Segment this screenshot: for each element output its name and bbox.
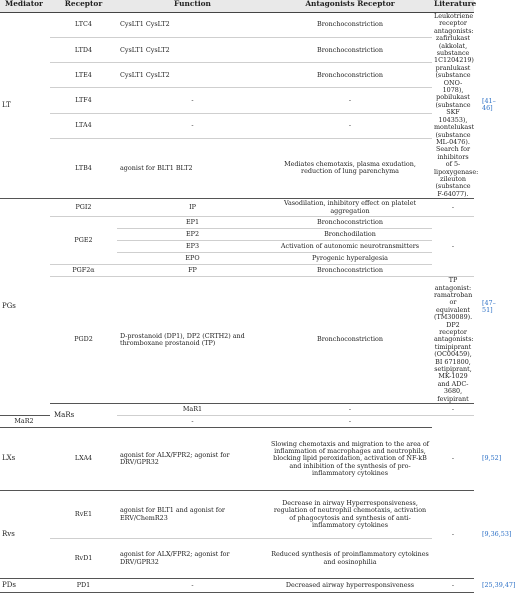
function-cell: Decreased airway hyperresponsiveness — [268, 579, 432, 593]
code-cell: MaR2 — [0, 416, 50, 428]
function-cell: Bronchoconstriction — [268, 63, 432, 88]
function-cell: Slowing chemotaxis and migration to the area of inflammation of macrophages and neutrophils, blocking lipid peroxidation, activation of NF-kB and inhibition of the synthesis of pro-inflammatory cytokines — [268, 428, 432, 491]
table-row — [0, 491, 474, 539]
table-row — [0, 277, 474, 404]
receptor-cell: - — [117, 113, 268, 138]
function-cell: Bronchodilation — [268, 229, 432, 241]
antagonist-cell: - — [432, 217, 474, 277]
table-row — [0, 404, 474, 416]
receptor-cell: EP1 — [117, 217, 268, 229]
antagonist-cell: - — [432, 491, 474, 579]
citation-link[interactable]: [9,52] — [482, 454, 502, 463]
receptor-cell: CysLT1 CysLT2 — [117, 38, 268, 63]
receptor-cell: CysLT1 CysLT2 — [117, 13, 268, 38]
table-row — [0, 138, 474, 198]
table-header — [0, 0, 477, 13]
mediator-pds: PDs — [0, 579, 50, 593]
code-cell: PGD2 — [50, 277, 117, 404]
header-mediator: Mediator — [0, 0, 50, 13]
antagonist-cell: - — [432, 428, 474, 491]
receptor-cell: - — [117, 88, 268, 113]
table-row — [0, 265, 474, 277]
function-cell: Activation of autonomic neurotransmitters — [268, 241, 432, 253]
code-cell: PGI2 — [50, 199, 117, 217]
receptor-cell: FP — [117, 265, 268, 277]
header-function: Function — [117, 0, 268, 13]
antagonist-cell: Leukotriene receptor antagonists: zafirlukast (akkolat, substance 1C1204219) pranlukast (substance ONO-1078), pobilukast (substance SKF 104353), montelukast (substance ML-0476). Search for inhibitors of 5-lipoxygenase: zileuton (substance F-64077). — [434, 12, 479, 198]
function-cell: - — [432, 404, 474, 416]
code-cell: RvD1 — [50, 539, 117, 579]
antagonist-cell: TP antagonist: ramatroban or equivalent (TM30089). DP2 receptor antagonists: timipiprant (OC00459), BI 671800, setipiprant, MK-1029 and ADC-3680, fevipirant — [434, 276, 474, 403]
table-row — [0, 113, 474, 138]
function-cell: Pyrogenic hyperalgesia — [268, 253, 432, 265]
receptor-cell: EPO — [117, 253, 268, 265]
function-cell: Mediates chemotaxis, plasma exudation, reduction of lung parenchyma — [268, 138, 432, 198]
table-row — [0, 217, 474, 229]
mediator-lt: LT — [0, 13, 50, 199]
antagonist-cell: - — [432, 579, 474, 593]
receptor-cell: agonist for BLT1 and agonist for ERV/ChemR23 — [117, 491, 268, 539]
table-row — [0, 539, 474, 579]
code-cell: LTE4 — [50, 63, 117, 88]
receptor-cell: agonist for ALX/FPR2; agonist for DRV/GPR32 — [117, 539, 268, 579]
citation-link[interactable]: [9,36,53] — [482, 529, 512, 538]
receptor-cell: EP3 — [117, 241, 268, 253]
function-cell: Reduced synthesis of proinflammatory cytokines and eosinophilia — [268, 539, 432, 579]
code-cell: PGF2α — [50, 265, 117, 277]
code-cell: LTF4 — [50, 88, 117, 113]
header-literature: Literature — [432, 0, 474, 13]
header-receptor: Receptor — [50, 0, 117, 13]
table-row — [0, 63, 474, 88]
mediator-pgs: PGs — [0, 199, 50, 416]
function-cell: - — [268, 88, 432, 113]
function-cell: Decrease in airway Hyperresponsiveness, regulation of neutrophil chemotaxis, activation of phagocytosis and synthesis of anti-inflammatory cytokines — [268, 491, 432, 539]
citation-link[interactable]: [25,39,47] — [482, 580, 515, 589]
table-row — [0, 579, 474, 593]
header-antagonists: Antagonists Receptor — [268, 0, 432, 13]
mediator-rvs: Rvs — [0, 491, 50, 579]
code-cell: LTC4 — [50, 13, 117, 38]
code-cell: RvE1 — [50, 491, 117, 539]
mediator-mars: MaRs — [50, 404, 117, 428]
receptor-cell: EP2 — [117, 229, 268, 241]
function-cell: Bronchoconstriction — [268, 277, 432, 404]
code-cell: LTD4 — [50, 38, 117, 63]
receptor-cell: - — [268, 404, 432, 416]
function-cell: - — [268, 113, 432, 138]
table-row — [0, 88, 474, 113]
code-cell: LXA4 — [50, 428, 117, 491]
receptor-cell: CysLT1 CysLT2 — [117, 63, 268, 88]
code-cell: MaR1 — [117, 404, 268, 416]
antagonist-cell: - — [432, 199, 474, 217]
code-cell: PGE2 — [50, 217, 117, 265]
receptor-cell: agonist for ALX/FPR2; agonist for DRV/GPR32 — [117, 428, 268, 491]
mediator-lxs: LXs — [0, 428, 50, 491]
function-cell: - — [268, 416, 432, 428]
receptor-cell: - — [117, 416, 268, 428]
table-row — [0, 38, 474, 63]
receptor-cell: D-prostanoid (DP1), DP2 (CRTH2) and thromboxane prostanoid (TP) — [117, 277, 268, 404]
citation-link[interactable]: [41–46] — [482, 96, 496, 113]
table-row — [0, 13, 474, 38]
code-cell: LTA4 — [50, 113, 117, 138]
function-cell: Bronchoconstriction — [268, 13, 432, 38]
code-cell: PD1 — [50, 579, 117, 593]
function-cell: Bronchoconstriction — [268, 265, 432, 277]
function-cell: Bronchoconstriction — [268, 217, 432, 229]
function-cell: Vasodilation, inhibitory effect on platelet aggregation — [268, 199, 432, 217]
table-row — [0, 199, 474, 217]
receptor-cell: IP — [117, 199, 268, 217]
receptor-cell: agonist for BLT1 BLT2 — [117, 138, 268, 198]
table-row — [0, 428, 474, 491]
receptor-cell: - — [117, 579, 268, 593]
code-cell: LTB4 — [50, 138, 117, 198]
citation-link[interactable]: [47–51] — [482, 298, 496, 315]
function-cell: Bronchoconstriction — [268, 38, 432, 63]
